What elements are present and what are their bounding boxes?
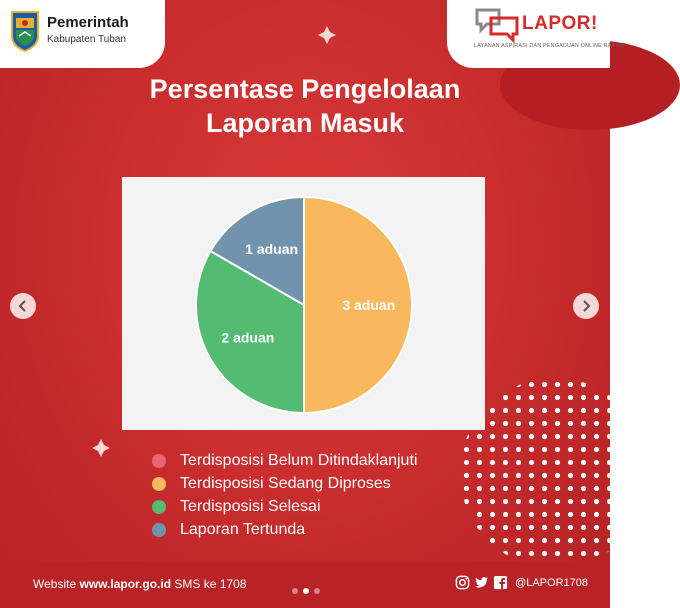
legend-item (152, 495, 417, 518)
title-line: Persentase Pengelolaan (149, 74, 461, 104)
decorative-dot-pattern (460, 378, 650, 568)
legend-label: Laporan Tertunda (180, 520, 306, 538)
sparkle-icon (90, 437, 112, 459)
footer-bar (0, 562, 610, 608)
lapor-chat-icon (475, 6, 521, 44)
gov-subtitle: Kabupaten Tuban (47, 34, 126, 45)
lapor-logo-panel (447, 0, 626, 68)
legend-label: Terdisposisi Selesai (180, 497, 321, 515)
legend-swatch (152, 500, 166, 514)
legend-swatch (152, 454, 166, 468)
sparkle-icon (316, 24, 338, 46)
pemerintah-logo-panel (0, 0, 165, 68)
legend-item (152, 449, 417, 472)
pager-dot[interactable] (292, 588, 298, 594)
social-links (455, 575, 588, 590)
twitter-icon[interactable] (474, 575, 489, 590)
gov-title: Pemerintah (47, 14, 129, 31)
lapor-tagline: LAYANAN ASPIRASI DAN PENGADUAN ONLINE RAKYAT (474, 43, 626, 49)
tuban-emblem-icon (10, 10, 40, 52)
pager-dot-active[interactable] (303, 588, 309, 594)
legend-swatch (152, 477, 166, 491)
website-label: Website (33, 577, 77, 591)
pie-slice-label: 1 aduan (245, 240, 299, 257)
pie-slice-label: 3 aduan (342, 297, 396, 313)
carousel-prev-button[interactable] (10, 293, 36, 319)
pager-dot[interactable] (314, 588, 320, 594)
legend-swatch (152, 523, 166, 537)
carousel-next-button[interactable] (573, 293, 599, 319)
legend-item (152, 518, 417, 541)
carousel-pager (292, 588, 320, 594)
title-line: Laporan Masuk (205, 108, 405, 138)
legend-item (152, 472, 417, 495)
chart-card (122, 177, 485, 430)
website-url[interactable]: www.lapor.go.id (79, 577, 172, 591)
pie-slice-label: 2 aduan (221, 329, 275, 346)
chevron-left-icon (17, 300, 29, 312)
instagram-icon[interactable] (455, 575, 470, 590)
pie-chart (122, 177, 485, 430)
page-title (0, 72, 610, 140)
chevron-right-icon (580, 300, 592, 312)
sms-text: SMS ke 1708 (174, 577, 247, 591)
legend-label: Terdisposisi Sedang Diproses (180, 474, 391, 492)
facebook-icon[interactable] (493, 575, 508, 590)
social-handle[interactable]: @LAPOR1708 (515, 576, 588, 589)
footer-contact (33, 577, 246, 591)
lapor-brand: LAPOR! (522, 13, 598, 34)
chart-legend (152, 449, 417, 541)
legend-label: Terdisposisi Belum Ditindaklanjuti (180, 451, 418, 469)
